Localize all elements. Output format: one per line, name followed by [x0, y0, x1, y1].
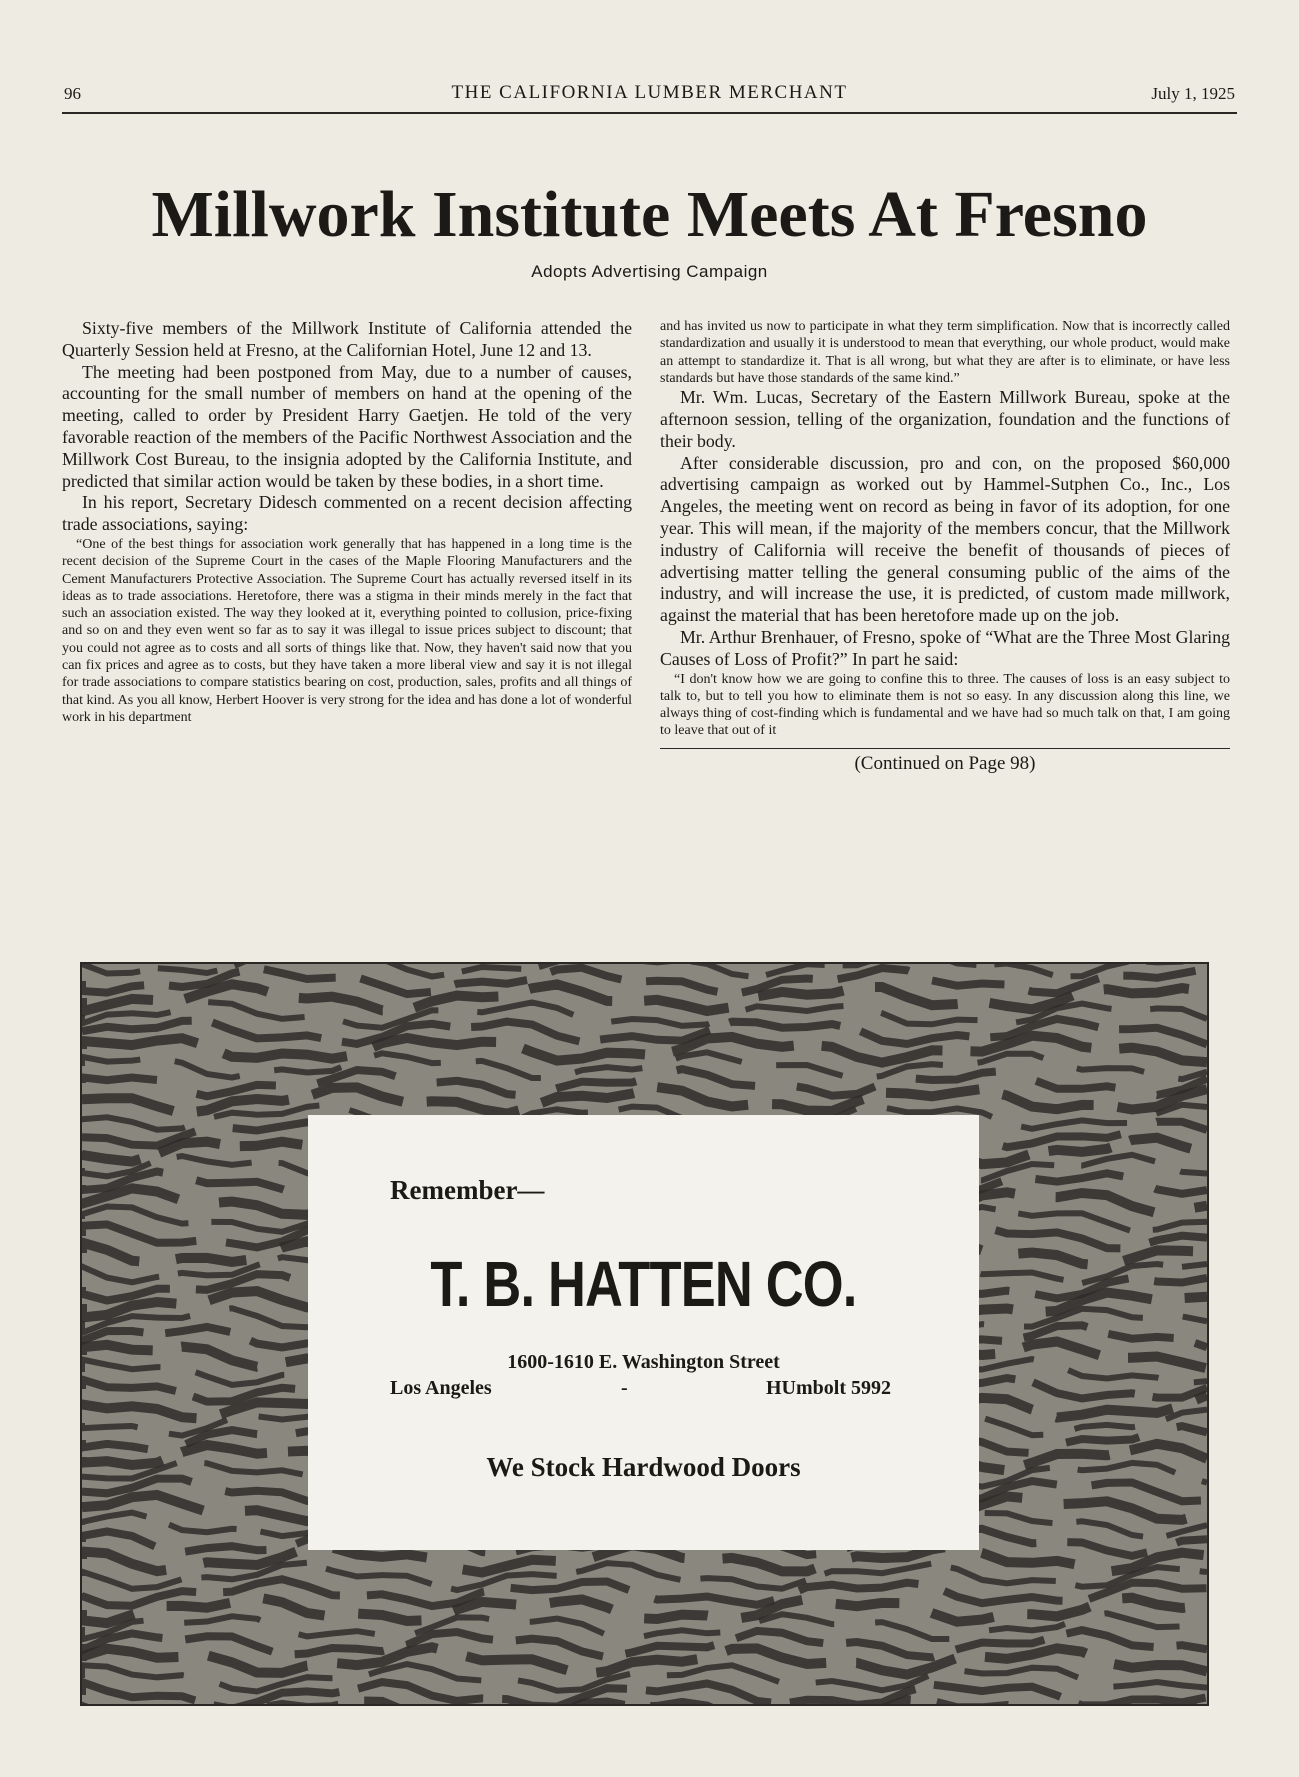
ad-separator: -: [621, 1377, 628, 1399]
ad-remember: Remember—: [390, 1175, 545, 1205]
paragraph: In his report, Secretary Didesch commented on a recent decision affecting trade associations, saying:: [62, 492, 632, 535]
quoted-passage: “I don't know how we are going to confine this to three. The causes of loss is an easy subject to talk to, but to tell you how to eliminate them is not so easy. In any discussion along this line, we always thing of cost-finding which is fundamental and we have had so much talk on that, I am going to leave that out of it: [660, 671, 1230, 739]
quoted-passage: and has invited us now to participate in what they term simplification. Now that is incorrectly called standardization and usually it is understood to mean that everything, our whole product, would make an attempt to standardize it. That is all wrong, but what they are after is to eliminate, or have less standards but have those standards of the same kind.”: [660, 319, 1230, 386]
article-title: Millwork Institute Meets At Fresno: [151, 178, 1148, 251]
paragraph: The meeting had been postponed from May, due to a number of causes, accounting for the small number of members on hand at the opening of the meeting, called to order by President Harry Gaetjen. He told of the very favorable reaction of the members of the Pacific Northwest Association and the Millwork Cost Bureau, to the insignia adopted by the California Institute, and predicted that similar action would be taken by these bodies, in a short time.: [62, 361, 632, 491]
page-header: [62, 82, 1237, 114]
paragraph: Mr. Arthur Brenhauer, of Fresno, spoke of “What are the Three Most Glaring Causes of Loss of Profit?” In part he said:: [660, 626, 1230, 669]
paragraph: Mr. Wm. Lucas, Secretary of the Eastern Millwork Bureau, spoke at the afternoon session, telling of the organization, foundation and the functions of their body.: [660, 387, 1230, 451]
right-column: [660, 318, 1230, 775]
ad-company-name: T. B. HATTEN CO.: [430, 1248, 857, 1320]
left-column: [62, 318, 632, 726]
ad-city: Los Angeles: [390, 1377, 492, 1399]
ad-tagline: We Stock Hardwood Doors: [486, 1452, 801, 1482]
ad-street-address: 1600-1610 E. Washington Street: [507, 1351, 780, 1373]
advertisement-panel: [308, 1115, 979, 1550]
paragraph: Sixty-five members of the Millwork Institute of California attended the Quarterly Session held at Fresno, at the Californian Hotel, June 12 and 13.: [62, 318, 632, 360]
article-subtitle: Adopts Advertising Campaign: [531, 262, 768, 281]
page-number: 96: [64, 84, 81, 103]
publication-name: THE CALIFORNIA LUMBER MERCHANT: [451, 82, 848, 103]
continued-note: (Continued on Page 98): [854, 752, 1036, 774]
quoted-passage: “One of the best things for association work generally that has happened in a long time is the recent decision of the Supreme Court in the cases of the Maple Flooring Manufacturers and the Cement Manufacturers Protective Association. The Supreme Court has actually reversed itself in its ideas as to trade associations. Heretofore, there was a stigma in their minds merely in the fact that such an association existed. The way they looked at it, everything pointed to collusion, price-fixing and so on and they even went so far as to say it was illegal to issue prices subject to discount; that you could not agree as to costs and all sorts of things like that. Now, they haven't said now that you can fix prices and agree as to costs, but they have taken a more liberal view and say it is not illegal for trade associations to compare statistics bearing on cost, production, sales, profits and all things of that kind. As you all know, Herbert Hoover is very strong for the idea and has done a lot of wonderful work in his department: [62, 536, 632, 725]
paragraph: After considerable discussion, pro and con, on the proposed $60,000 advertising campaign as worked out by Hammel-Sutphen Co., Inc., Los Angeles, the meeting went on record as being in favor of its adoption, for one year. This will mean, if the majority of the members concur, that the Millwork industry of California will receive the benefit of thousands of pieces of advertising matter telling the general consuming public of the aims of the industry, and will increase the use, it is predicted, of custom made millwork, against the material that has been heretofore made up on the job.: [660, 452, 1230, 626]
column-divider: [660, 748, 1230, 749]
issue-date: July 1, 1925: [1151, 84, 1235, 103]
ad-phone: HUmbolt 5992: [766, 1377, 891, 1399]
